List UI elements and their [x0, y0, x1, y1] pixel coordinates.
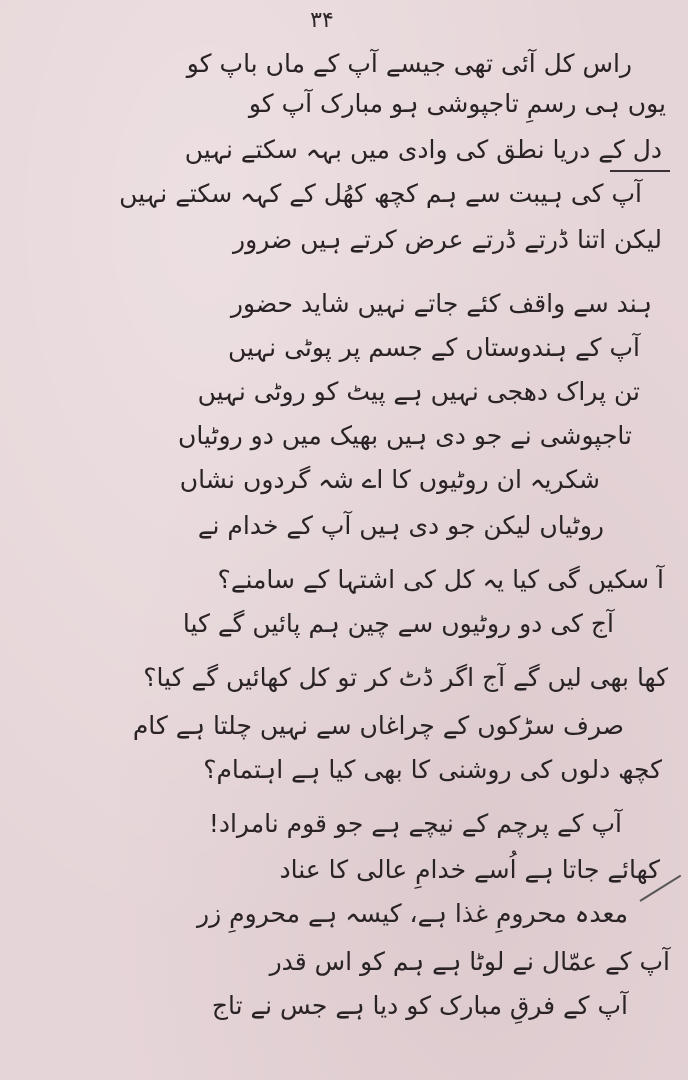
text-line: آپ کے عمّال نے لوٹا ہے ہم کو اس قدر — [269, 947, 670, 976]
text-line: دل کے دریا نطق کی وادی میں بہہ سکتے نہیں — [184, 135, 662, 164]
text-line: آپ کے ہندوستاں کے جسم پر پوٹی نہیں — [227, 333, 640, 362]
text-line: کھائے جاتا ہے اُسے خدامِ عالی کا عناد — [279, 855, 660, 884]
text-line: تن پراک دھجی نہیں ہے پیٹ کو روٹی نہیں — [197, 377, 640, 406]
page-number: ۳۴ — [310, 8, 334, 33]
text-line: لیکن اتنا ڈرتے ڈرتے عرض کرتے ہیں ضرور — [233, 225, 662, 254]
text-line: شکریہ ان روٹیوں کا اے شہ گردوں نشاں — [179, 465, 600, 494]
text-line: یوں ہی رسمِ تاجپوشی ہو مبارک آپ کو — [248, 89, 666, 118]
text-line: آج کی دو روٹیوں سے چین ہم پائیں گے کیا — [182, 609, 614, 638]
text-line: کھا بھی لیں گے آج اگر ڈٹ کر تو کل کھائیں گے کیا؟ — [143, 663, 668, 692]
text-line: راس کل آئی تھی جیسے آپ کے ماں باپ کو — [186, 49, 632, 78]
text-line: آپ کے پرچم کے نیچے ہے جو قوم نامراد! — [208, 809, 622, 838]
text-line: معدہ محرومِ غذا ہے، کیسہ ہے محرومِ زر — [197, 899, 628, 928]
text-line: روٹیاں لیکن جو دی ہیں آپ کے خدام نے — [197, 511, 604, 540]
text-line: آ سکیں گی کیا یہ کل کی اشتہا کے سامنے؟ — [217, 565, 664, 594]
ink-dash-mark — [610, 170, 670, 172]
text-line: آپ کے فرقِ مبارک کو دیا ہے جس نے تاج — [211, 991, 628, 1020]
text-line: تاجپوشی نے جو دی ہیں بھیک میں دو روٹیاں — [178, 421, 632, 450]
text-line: صرف سڑکوں کے چراغاں سے نہیں چلتا ہے کام — [132, 711, 624, 740]
text-line: آپ کی ہیبت سے ہم کچھ کھُل کے کہہ سکتے نہیں — [119, 179, 642, 208]
text-line: ہند سے واقف کئے جاتے نہیں شاید حضور — [230, 289, 652, 318]
text-line: کچھ دلوں کی روشنی کا بھی کیا ہے اہتمام؟ — [203, 755, 662, 784]
